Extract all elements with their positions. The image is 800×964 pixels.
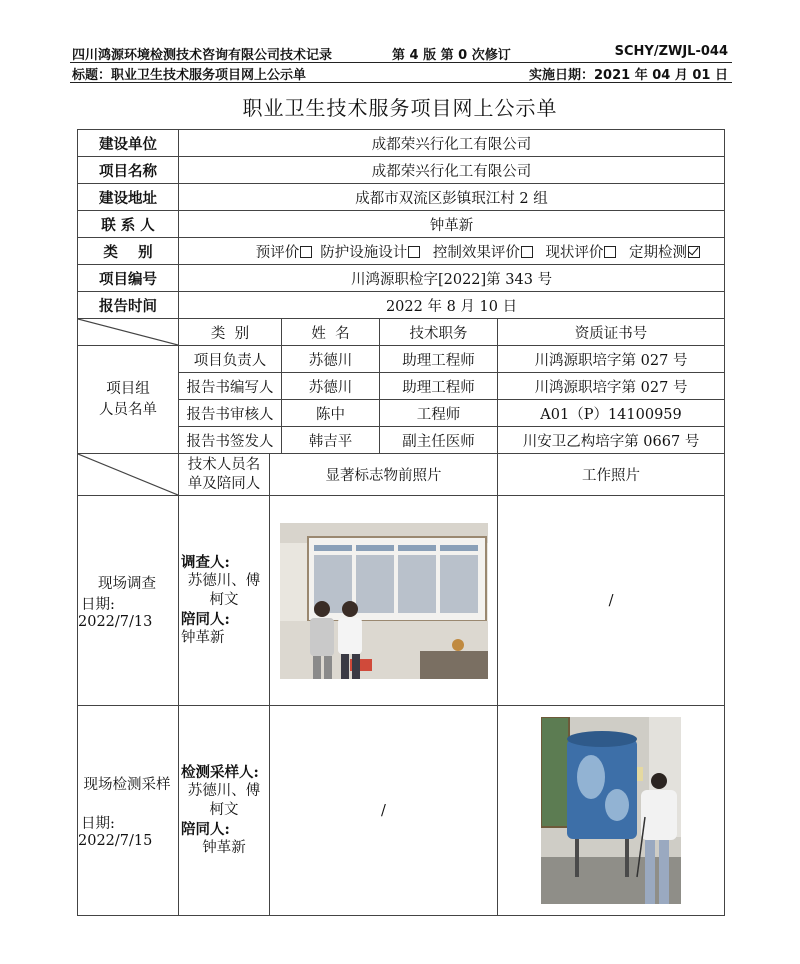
project-value: 成都荣兴行化工有限公司	[179, 157, 725, 184]
team-row-title: 助理工程师	[380, 373, 498, 400]
sampling-companion-label: 陪同人:	[181, 821, 230, 838]
team-row-role: 报告书编写人	[179, 373, 282, 400]
team-row-cert: 川鸿源职培字第 027 号	[498, 346, 725, 373]
category-control-eval-label: 控制效果评价	[432, 244, 520, 261]
survey-date: 2022/7/13	[78, 613, 153, 630]
team-header-title: 技术职务	[380, 319, 498, 346]
survey-investigators: 苏德川、傅柯文	[187, 573, 261, 608]
team-header-name: 姓 名	[282, 319, 380, 346]
photo-header-sign: 显著标志物前照片	[270, 454, 498, 496]
team-row-name: 陈中	[282, 400, 380, 427]
category-status-eval-label: 现状评价	[545, 244, 604, 261]
disclosure-table	[77, 129, 725, 916]
number-value: 川鸿源职检字[2022]第 343 号	[179, 265, 725, 292]
sampling-date-label: 日期:	[81, 815, 115, 832]
header-version: 第 4 版 第 0 次修订	[392, 48, 511, 63]
contact-label: 联 系 人	[78, 211, 179, 238]
page-title: 职业卫生技术服务项目网上公示单	[242, 96, 558, 120]
address-label: 建设地址	[78, 184, 179, 211]
survey-title: 现场调查	[98, 575, 156, 592]
team-row-title: 助理工程师	[380, 346, 498, 373]
diagonal-line	[78, 319, 178, 345]
team-row-role: 项目负责人	[179, 346, 282, 373]
team-row-cert: A01（P）14100959	[498, 400, 725, 427]
team-row-cert: 川安卫乙构培字第 0667 号	[498, 427, 725, 454]
category-periodic-label: 定期检测	[629, 244, 688, 261]
photo-header-people: 技术人员名 单及陪同人	[179, 454, 270, 496]
address-value: 成都市双流区彭镇珉江村 2 组	[179, 184, 725, 211]
contact-value: 钟革新	[179, 211, 725, 238]
team-row-name: 韩吉平	[282, 427, 380, 454]
survey-work-photo-cell: /	[498, 496, 725, 706]
category-pre-eval-checkbox[interactable]	[300, 246, 312, 258]
unit-label: 建设单位	[78, 130, 179, 157]
category-control-eval-checkbox[interactable]	[521, 246, 533, 258]
category-periodic	[629, 245, 702, 261]
survey-people-cell	[179, 496, 270, 706]
sampling-sampler-label: 检测采样人:	[181, 764, 259, 781]
category-periodic-checkbox[interactable]	[688, 246, 700, 258]
photo-header-work: 工作照片	[498, 454, 725, 496]
sampling-title: 现场检测采样	[83, 776, 171, 793]
sampling-work-photo-cell	[498, 706, 725, 916]
sampling-sign-photo-cell: /	[270, 706, 498, 916]
sampling-people-cell	[179, 706, 270, 916]
survey-sign-photo	[280, 523, 488, 679]
header-code: SCHY/ZWJL-044	[614, 44, 728, 59]
category-pre-eval-label: 预评价	[255, 244, 300, 261]
category-control-eval	[433, 245, 535, 261]
team-header-category: 类 别	[179, 319, 282, 346]
photo-corner-cell	[78, 454, 179, 496]
project-label: 项目名称	[78, 157, 179, 184]
team-row-cert: 川鸿源职培字第 027 号	[498, 373, 725, 400]
header-subject: 标题：职业卫生技术服务项目网上公示单	[72, 68, 307, 83]
sampling-companion: 钟革新	[202, 840, 246, 856]
survey-date-label: 日期:	[81, 596, 115, 613]
team-section-label: 项目组 人员名单	[78, 346, 179, 454]
category-status-eval-checkbox[interactable]	[604, 246, 616, 258]
team-row-role: 报告书审核人	[179, 400, 282, 427]
sampling-spacer	[78, 794, 176, 812]
team-row-name: 苏德川	[282, 346, 380, 373]
unit-value: 成都荣兴行化工有限公司	[179, 130, 725, 157]
survey-investigator-label: 调查人:	[181, 554, 230, 571]
date-value: 2022 年 8 月 10 日	[179, 292, 725, 319]
category-protection-design-checkbox[interactable]	[408, 246, 420, 258]
category-protection-design-label: 防护设施设计	[320, 244, 408, 261]
survey-sign-photo-image	[280, 523, 488, 679]
team-row-role: 报告书签发人	[179, 427, 282, 454]
team-row-title: 副主任医师	[380, 427, 498, 454]
survey-sign-photo-cell	[270, 496, 498, 706]
header-rule-top	[70, 62, 732, 63]
team-header-cert: 资质证书号	[498, 319, 725, 346]
team-row-name: 苏德川	[282, 373, 380, 400]
team-row-title: 工程师	[380, 400, 498, 427]
date-label: 报告时间	[78, 292, 179, 319]
survey-label-cell	[78, 496, 179, 706]
sampling-work-photo-image	[541, 717, 681, 904]
team-corner-cell	[78, 319, 179, 346]
sampling-date: 2022/7/15	[78, 832, 153, 849]
category-pre-eval	[256, 245, 315, 261]
category-label: 类 别	[78, 238, 179, 265]
sampling-work-photo	[541, 717, 681, 904]
number-label: 项目编号	[78, 265, 179, 292]
diagonal-line	[78, 454, 178, 495]
category-status-eval	[545, 245, 618, 261]
survey-companion-label: 陪同人:	[181, 611, 230, 628]
sampling-label-cell	[78, 706, 179, 916]
category-options	[179, 238, 725, 265]
survey-companion: 钟革新	[181, 630, 225, 646]
sampling-samplers: 苏德川、傅柯文	[187, 783, 261, 818]
header-effective-date: 实施日期：2021 年 04 月 01 日	[529, 68, 728, 83]
header-rule-bottom	[70, 82, 732, 83]
category-protection-design	[320, 245, 422, 261]
header-company: 四川鸿源环境检测技术咨询有限公司技术记录	[72, 48, 333, 63]
